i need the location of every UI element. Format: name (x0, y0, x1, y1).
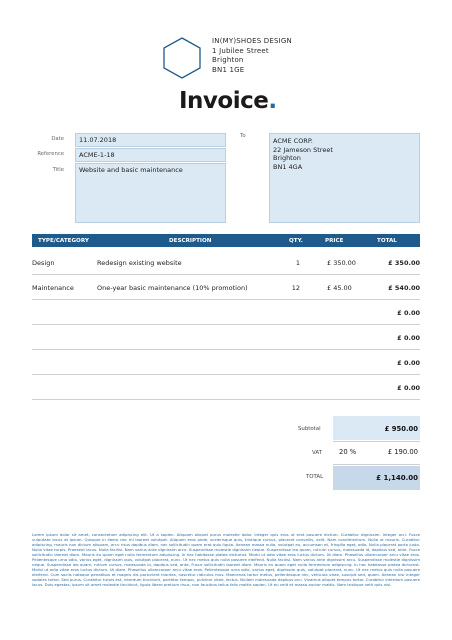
header-qty: QTY. (289, 237, 303, 244)
divider (333, 441, 420, 442)
table-row (32, 325, 420, 350)
subtotal-value: £ 950.00 (384, 425, 418, 433)
client-postcode: BN1 4GA (273, 162, 303, 171)
footer-text: Lorem ipsum dolor sit amet, consectetuer adipiscing elit. Ut a sapien. Aliquam aliquet purus molestie dolor. Integer quis eros ut erat posuere dictum. Curabitur dignissim. Integer orci. Fusce vulputate lacus at ipsum. Quisque in libero nec mi laoreet volutpat. Aliquam eros pede, scelerisque quis, tristique cursus, placerat convallis, velit. Nam condimentum. Nulla ut mauris. Curabitur adipiscing, mauris non dictum aliquam, arcu risus dapibus diam, nec sollicitudin quam erat quis ligula. Aenean massa nulla, volutpat eu, accumsan et, fringilla eget, odio. Nulla placerat porta justo. Nulla vitae turpis. Praesent lacus. Nulla facilisi. Nam varius ante dignissim arcu. Suspendisse molestie dignissim neque. Suspendisse leo quam, rutrum cursus, malesuada id, dapibus sed, ante. Fusce sollicitudin laoreet diam. Mauris eu quam eget nulla fermentum adipiscing. In hac habitasse platea dictumst. Morbi ut odio vitae eros luctus dictum. Ut diam. Phasellus ullamcorper arcu vitae eros. Pellentesque urna odio, varius eget, dignissim quis, volutpat placerat, nunc. Ut nec metus quis nulla posuere eleifend. Nulla facilisi. Nam varius ante dignissim arcu. Suspendisse molestie dignissim neque. Suspendisse leo quam, rutrum cursus, malesuada id, dapibus sed, ante. Fusce sollicitudin laoreet diam. Mauris eu quam eget nulla fermentum adipiscing. In hac habitasse platea dictumst. Morbi ut odio vitae eros luctus dictum. Ut diam. Phasellus ullamcorper arcu vitae eros. Pellentesque urna odio, varius eget, dignissim quis, volutpat placerat, nunc. Ut nec metus quis nulla posuere eleifend. Cum sociis natoque penatibus et magnis dis parturient montes, nascetur ridiculus mus. Maecenas tortor metus, pellentesque nec, vehicula vitae, suscipit sed, quam. Aenean nisi integer sodales tortor. Sed purus. Curabitur turpis est, interdum tincidunt, porttitor tempor, pulvinar vitae, lectus. Nullam malesuada dapibus orci. Vivamus aliquet tempus tortor. Curabitur interdum posuere lacus. Duis egestas, ipsum sit amet molestie tincidunt, ligula libero pretium risus, non faucibus tellus felis mattis sapien. Ut eu velit et massa auctor mattis. Nam tristique velit quis nisl. (32, 532, 420, 587)
cell-total: £ 0.00 (397, 309, 420, 317)
title-field[interactable]: Website and basic maintenance (75, 163, 226, 223)
table-header (32, 234, 420, 247)
total-label: TOTAL (306, 474, 324, 480)
company-postcode: BN1 1GE (212, 65, 245, 74)
cell-type: Design (32, 259, 55, 267)
to-label: To (240, 133, 246, 139)
invoice-title-text: Invoice (179, 88, 269, 114)
divider (333, 464, 420, 465)
date-label: Date (51, 136, 64, 142)
invoice-title-dot: . (268, 88, 277, 114)
header-description: DESCRIPTION (169, 237, 212, 244)
subtotal-label: Subtotal (298, 426, 321, 432)
header-price: PRICE (325, 237, 344, 244)
cell-qty: 1 (295, 259, 300, 267)
reference-field[interactable]: ACME-1-18 (75, 148, 226, 162)
cell-price: £ 45.00 (327, 284, 352, 292)
header-total: TOTAL (377, 237, 397, 244)
cell-total: £ 0.00 (397, 334, 420, 342)
client-address-field[interactable] (269, 133, 420, 223)
title-label: Title (52, 167, 64, 173)
vat-rate[interactable]: 20 % (339, 448, 357, 456)
header-type: TYPE/CATEGORY (38, 237, 89, 244)
cell-price: £ 350.00 (327, 259, 356, 267)
cell-total: £ 540.00 (388, 284, 420, 292)
client-name: ACME CORP. (273, 137, 313, 145)
table-row (32, 275, 420, 300)
table-row (32, 300, 420, 325)
table-row (32, 350, 420, 375)
cell-total: £ 0.00 (397, 359, 420, 367)
company-street: 1 Jubilee Street (212, 46, 269, 55)
date-field[interactable]: 11.07.2018 (75, 133, 226, 147)
table-row (32, 250, 420, 275)
cell-description: One-year basic maintenance (10% promotion) (97, 284, 248, 292)
client-city: Brighton (273, 154, 301, 162)
table-row (32, 375, 420, 400)
client-street: 22 Jameson Street (273, 145, 333, 154)
company-city: Brighton (212, 56, 244, 64)
total-value: £ 1,140.00 (376, 474, 418, 482)
cell-description: Redesign existing website (97, 259, 182, 267)
cell-total: £ 350.00 (388, 259, 420, 267)
invoice-title (179, 88, 277, 114)
cell-total: £ 0.00 (397, 384, 420, 392)
hexagon-logo-icon (162, 37, 202, 79)
company-address (212, 37, 292, 75)
reference-label: Reference (37, 151, 64, 157)
company-name: IN(MY)SHOES DESIGN (212, 37, 292, 45)
vat-label: VAT (312, 450, 322, 456)
vat-amount: £ 190.00 (387, 448, 418, 456)
cell-type: Maintenance (32, 284, 74, 292)
cell-qty: 12 (291, 284, 300, 292)
